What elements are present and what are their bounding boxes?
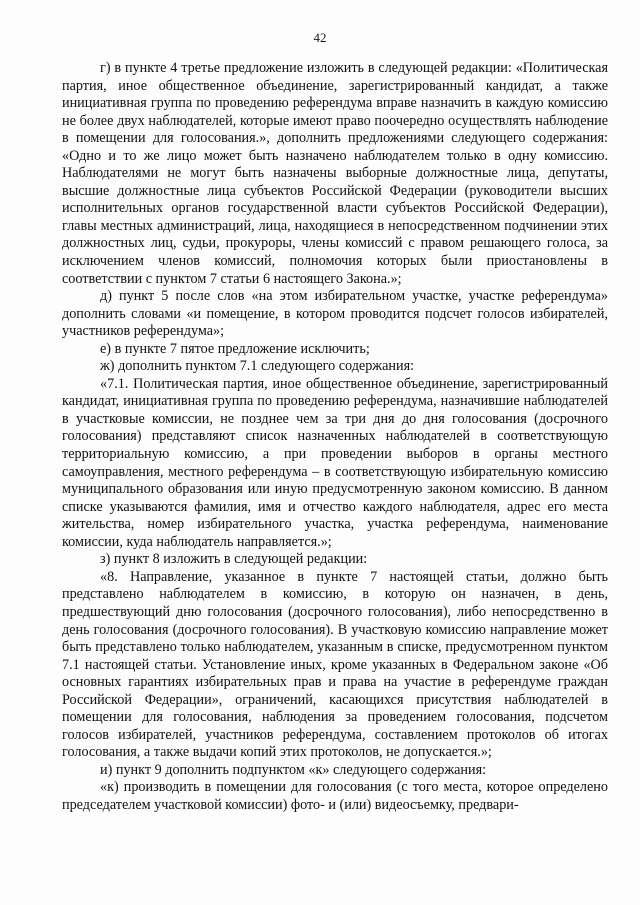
paragraph-item-e: е) в пункте 7 пятое предложение исключить; (100, 340, 370, 357)
paragraph-clause-7-1: «7.1. Политическая партия, иное общественное объединение, зарегистрированный кандидат, инициативная группа по проведению референдума, назначившие наблюдателей в участковые комиссии, не позднее чем за три дня до дня голосования (досрочного голосования) представляют список назначенных наблюдателей в соответствующую территориальную комиссию, а при проведении выборов в органы местного самоуправления, местного референдума – в соответствующую избирательную комиссию муниципального образования или иную предусмотренную законом комиссию. В данном списке указываются фамилия, имя и отчество каждого наблюдателя, адрес его места жительства, номер избирательного участка, участка референдума, наименование комиссии, куда наблюдатель направляется.»; (62, 375, 608, 550)
paragraph-subitem-k: «к) производить в помещении для голосования (с того места, которое определено председателем участковой комиссии) фото- и (или) видеосъемку, предвари- (62, 779, 608, 813)
paragraph-clause-8: «8. Направление, указанное в пункте 7 настоящей статьи, должно быть представлено наблюдателем в комиссию, в которую он назначен, в день, предшествующий дню голосования (досрочного голосования), либо непосредственно в день голосования (досрочного голосования). В участковую комиссию направление может быть представлено только наблюдателем, указанным в списке, предусмотренном пунктом 7.1 настоящей статьи. Установление иных, кроме указанных в Федеральном законе «Об основных гарантиях избирательных прав и права на участие в референдуме граждан Российской Федерации», ограничений, касающихся присутствия наблюдателей в помещении для голосования, наблюдения за проведением голосования, подсчетом голосов избирателей, участников референдума, составлением протоколов об итогах голосования, а также выдачи копий этих протоколов, не допускается.»; (62, 568, 608, 761)
document-text (62, 60, 608, 815)
paragraph-item-zh: ж) дополнить пунктом 7.1 следующего содержания: (100, 358, 415, 375)
page-number: 42 (313, 30, 327, 45)
paragraph-item-z: з) пункт 8 изложить в следующей редакции: (100, 551, 368, 568)
paragraph-item-d: д) пункт 5 после слов «на этом избирательном участке, участке референдума» дополнить словами «и помещение, в котором проводится подсчет голосов избирателей, участников референдума»; (62, 288, 608, 340)
paragraph-item-i: и) пункт 9 дополнить подпунктом «к» следующего содержания: (100, 761, 487, 778)
paragraph-item-g: г) в пункте 4 третье предложение изложить в следующей редакции: «Политическая партия, иное общественное объединение, зарегистрированный кандидат, а также инициативная группа по проведению референдума вправе назначить в каждую комиссию не более двух наблюдателей, которые имеют право поочередно осуществлять наблюдение в помещении для голосования.», дополнить предложениями следующего содержания: «Одно и то же лицо может быть назначено наблюдателем только в одну комиссию. Наблюдателями не могут быть назначены выборные должностные лица, депутаты, высшие должностные лица субъектов Российской Федерации (руководители высших исполнительных органов государственной власти субъектов Российской Федерации), главы местных администраций, лица, находящиеся в непосредственном подчинении этих должностных лиц, судьи, прокуроры, члены комиссий с правом решающего голоса, за исключением членов комиссий, полномочия которых были приостановлены в соответствии с пунктом 7 статьи 6 настоящего Закона.»; (62, 60, 608, 287)
